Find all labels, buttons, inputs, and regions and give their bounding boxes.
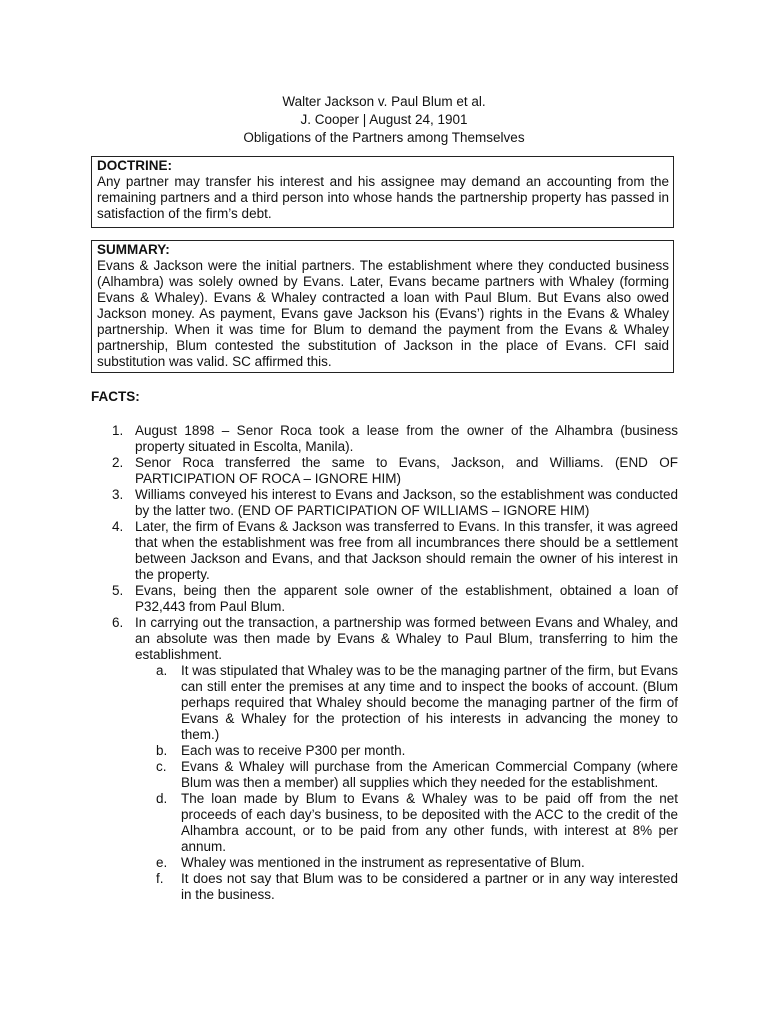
facts-heading: FACTS: bbox=[91, 389, 140, 404]
case-topic: Obligations of the Partners among Themselves bbox=[243, 130, 525, 145]
list-item-text: August 1898 – Senor Roca took a lease from the owner of the Alhambra (business property situated in Escolta, Manila). bbox=[135, 423, 678, 454]
list-item-number: 3. bbox=[112, 487, 124, 502]
list-item-text: Later, the firm of Evans & Jackson was transferred to Evans. In this transfer, it was agreed that when the establishment was free from all incumbrances there should be a settlement between Jackson and Evans, and that Jackson should remain the owner of his interest in the property. bbox=[135, 519, 678, 582]
case-title: Walter Jackson v. Paul Blum et al. bbox=[282, 94, 486, 109]
list-item-text: Evans, being then the apparent sole owner of the establishment, obtained a loan of P32,443 from Paul Blum. bbox=[135, 583, 678, 614]
list-item-number: 1. bbox=[112, 423, 124, 438]
sub-list-item-letter: c. bbox=[156, 759, 167, 774]
list-item-number: 6. bbox=[112, 615, 124, 630]
sub-list-item-text: It was stipulated that Whaley was to be the managing partner of the firm, but Evans can still enter the premises at any time and to inspect the books of account. (Blum perhaps required that Whaley should become the managing partner of the firm of Evans & Whaley for the protection of his interests in advancing the money to them.) bbox=[181, 663, 678, 742]
sub-list-item bbox=[135, 663, 678, 743]
list-item bbox=[91, 583, 678, 615]
list-item-number: 4. bbox=[112, 519, 124, 534]
doctrine-box bbox=[91, 156, 674, 228]
sub-list-item-text: Each was to receive P300 per month. bbox=[181, 743, 406, 758]
sub-list-item bbox=[135, 871, 678, 903]
sub-list-item bbox=[135, 759, 678, 791]
facts-list bbox=[91, 423, 678, 903]
sub-list-item bbox=[135, 791, 678, 855]
sub-list-item-letter: d. bbox=[156, 791, 168, 806]
sub-list-item bbox=[135, 855, 678, 871]
sub-list-item-letter: f. bbox=[156, 871, 164, 886]
case-header bbox=[0, 93, 768, 147]
sub-list-item-text: Evans & Whaley will purchase from the American Commercial Company (where Blum was then a member) all supplies which they needed for the establishment. bbox=[181, 759, 678, 790]
list-item-number: 5. bbox=[112, 583, 124, 598]
doctrine-text: Any partner may transfer his interest and his assignee may demand an accounting from the remaining partners and a third person into whose hands the partnership property has passed in satisfaction of the firm’s debt. bbox=[97, 174, 669, 221]
sub-list-item-text: The loan made by Blum to Evans & Whaley was to be paid off from the net proceeds of each day’s business, to be deposited with the ACC to the credit of the Alhambra account, or to be paid from any other funds, with interest at 8% per annum. bbox=[181, 791, 678, 854]
list-item bbox=[91, 455, 678, 487]
summary-box bbox=[91, 240, 674, 373]
sub-list-item-text: Whaley was mentioned in the instrument as representative of Blum. bbox=[181, 855, 585, 870]
list-item bbox=[91, 519, 678, 583]
sub-list-item-letter: a. bbox=[156, 663, 168, 678]
case-citation: J. Cooper | August 24, 1901 bbox=[300, 112, 468, 127]
sub-list-item-letter: e. bbox=[156, 855, 168, 870]
doctrine-label: DOCTRINE: bbox=[97, 158, 172, 173]
sub-list-item bbox=[135, 743, 678, 759]
list-item bbox=[91, 487, 678, 519]
sub-list-item-letter: b. bbox=[156, 743, 168, 758]
list-item-text: In carrying out the transaction, a partnership was formed between Evans and Whaley, and an absolute was then made by Evans & Whaley to Paul Blum, transferring to him the establishment. bbox=[135, 615, 678, 662]
list-item bbox=[91, 615, 678, 903]
sub-list-item-text: It does not say that Blum was to be considered a partner or in any way interested in the business. bbox=[181, 871, 678, 902]
list-item-number: 2. bbox=[112, 455, 124, 470]
sub-list bbox=[135, 663, 678, 903]
list-item bbox=[91, 423, 678, 455]
list-item-text: Williams conveyed his interest to Evans and Jackson, so the establishment was conducted by the latter two. (END OF PARTICIPATION OF WILLIAMS – IGNORE HIM) bbox=[135, 487, 678, 518]
list-item-text: Senor Roca transferred the same to Evans, Jackson, and Williams. (END OF PARTICIPATION OF ROCA – IGNORE HIM) bbox=[135, 455, 678, 486]
summary-text: Evans & Jackson were the initial partners. The establishment where they conducted business (Alhambra) was solely owned by Evans. Later, Evans became partners with Whaley (forming Evans & Whaley). Evans & Whaley contracted a loan with Paul Blum. But Evans also owed Jackson money. As payment, Evans gave Jackson his (Evans’) rights in the Evans & Whaley partnership. When it was time for Blum to demand the payment from the Evans & Whaley partnership, Blum contested the substitution of Jackson in the place of Evans. CFI said substitution was valid. SC affirmed this. bbox=[97, 258, 669, 369]
summary-label: SUMMARY: bbox=[97, 242, 170, 257]
